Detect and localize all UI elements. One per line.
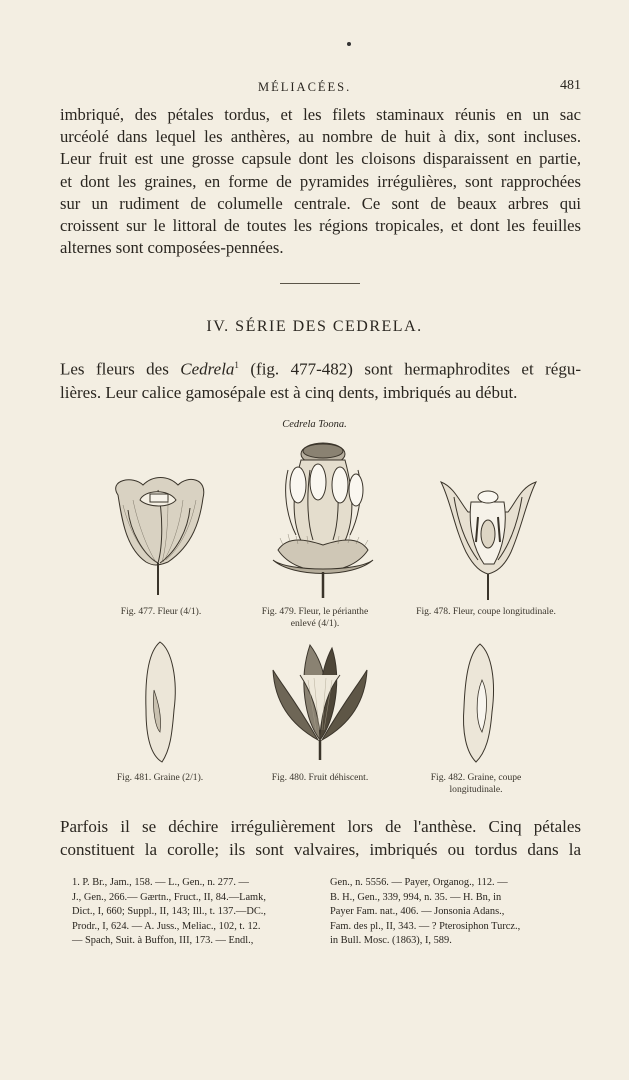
caption-fig-482 <box>406 772 546 796</box>
text-line: imbriqué, des pétales tordus, et les filets staminaux réunis en un sac <box>60 105 581 124</box>
footnote-line: — Spach, Suit. à Buffon, III, 173. — Endl., <box>72 935 254 946</box>
footnote-line: Dict., I, 660; Suppl., II, 143; Ill., t. 137.—DC., <box>72 906 266 917</box>
footnote-line: Fam. des pl., II, 343. — ? Pterosiphon Turcz., <box>330 920 521 932</box>
page-number: 481 <box>560 78 581 93</box>
text-line: Leur fruit est une grosse capsule dont les cloisons disparaissent en partie, <box>60 149 581 169</box>
caption-fig-478: Fig. 478. Fleur, coupe longitudinale. <box>416 606 556 617</box>
footnote-line: Gen., n. 5556. — Payer, Organog., 112. — <box>330 877 508 888</box>
caption-fig-480: Fig. 480. Fruit déhiscent. <box>271 772 369 783</box>
fig-480-fruit-illustration <box>270 640 370 762</box>
fig-481-seed-illustration <box>140 640 180 764</box>
fig-482-seed-section-illustration <box>458 642 498 764</box>
text-run: (fig. 477-482) sont hermaphrodites et régu- <box>238 359 581 379</box>
text-run: Les fleurs des <box>60 359 181 379</box>
footnotes-right-column <box>330 876 580 949</box>
fig-478-section-illustration <box>436 472 540 602</box>
text-line: lières. Leur calice gamosépale est à cinq dents, imbriqués au début. <box>60 382 518 402</box>
caption-fig-477: Fig. 477. Fleur (4/1). <box>120 606 202 617</box>
text-line: sur un rudiment de columelle centrale. Ce sont de beaux arbres qui <box>60 193 581 213</box>
paragraph-2 <box>60 354 581 404</box>
text-line: et dont les graines, en forme de pyramides irrégulières, sont rapprochées <box>60 171 581 191</box>
footnote-ref: 1 <box>234 360 239 370</box>
text-line: urcéolé dans lequel les anthères, au nombre de huit à dix, sont incluses. <box>60 127 581 147</box>
text-line: constituent la corolle; ils sont valvaires, imbriqués ou tordus dans la <box>60 840 581 859</box>
footnote-line: in Bull. Mosc. (1863), I, 589. <box>330 935 452 946</box>
genus-name: Cedrela <box>180 359 235 379</box>
footnote-line: J., Gen., 266.— Gærtn., Fruct., II, 84.—Lamk, <box>72 891 266 903</box>
footnotes-left-column <box>72 876 322 949</box>
caption-line: longitudinale. <box>449 784 503 795</box>
text-line <box>60 354 581 381</box>
caption-line: Fig. 482. Graine, coupe <box>430 772 522 783</box>
caption-fig-481: Fig. 481. Graine (2/1). <box>116 772 204 783</box>
text-line: croissent sur le littoral de toutes les régions tropicales, et dont les feuilles <box>60 216 581 236</box>
footnote-line: B. H., Gen., 339, 994, n. 35. — H. Bn, in <box>330 891 502 903</box>
ink-dot <box>347 42 351 46</box>
caption-fig-479 <box>240 606 390 630</box>
caption-line: Fig. 479. Fleur, le périanthe <box>261 606 369 617</box>
footnote-line: Payer Fam. nat., 406. — Jonsonia Adans., <box>330 906 505 917</box>
figure-title: Cedrela Toona. <box>282 419 347 430</box>
section-heading: IV. SÉRIE DES CEDRELA. <box>206 318 423 335</box>
running-head: MÉLIACÉES. <box>258 80 352 94</box>
paragraph-1 <box>60 104 581 259</box>
fig-477-flower-illustration <box>108 470 212 600</box>
paragraph-3 <box>60 815 581 861</box>
text-line: alternes sont composées-pennées. <box>60 238 284 258</box>
footnote-line: 1. P. Br., Jam., 158. — L., Gen., n. 277. — <box>72 877 249 888</box>
text-line: Parfois il se déchire irrégulièrement lors de l'anthèse. Cinq pétales <box>60 817 581 836</box>
section-divider <box>280 283 360 284</box>
footnote-line: Prodr., I, 624. — A. Juss., Meliac., 102, t. 12. <box>72 920 261 932</box>
caption-line: enlevé (4/1). <box>290 618 340 629</box>
fig-479-flower-illustration <box>268 440 378 600</box>
